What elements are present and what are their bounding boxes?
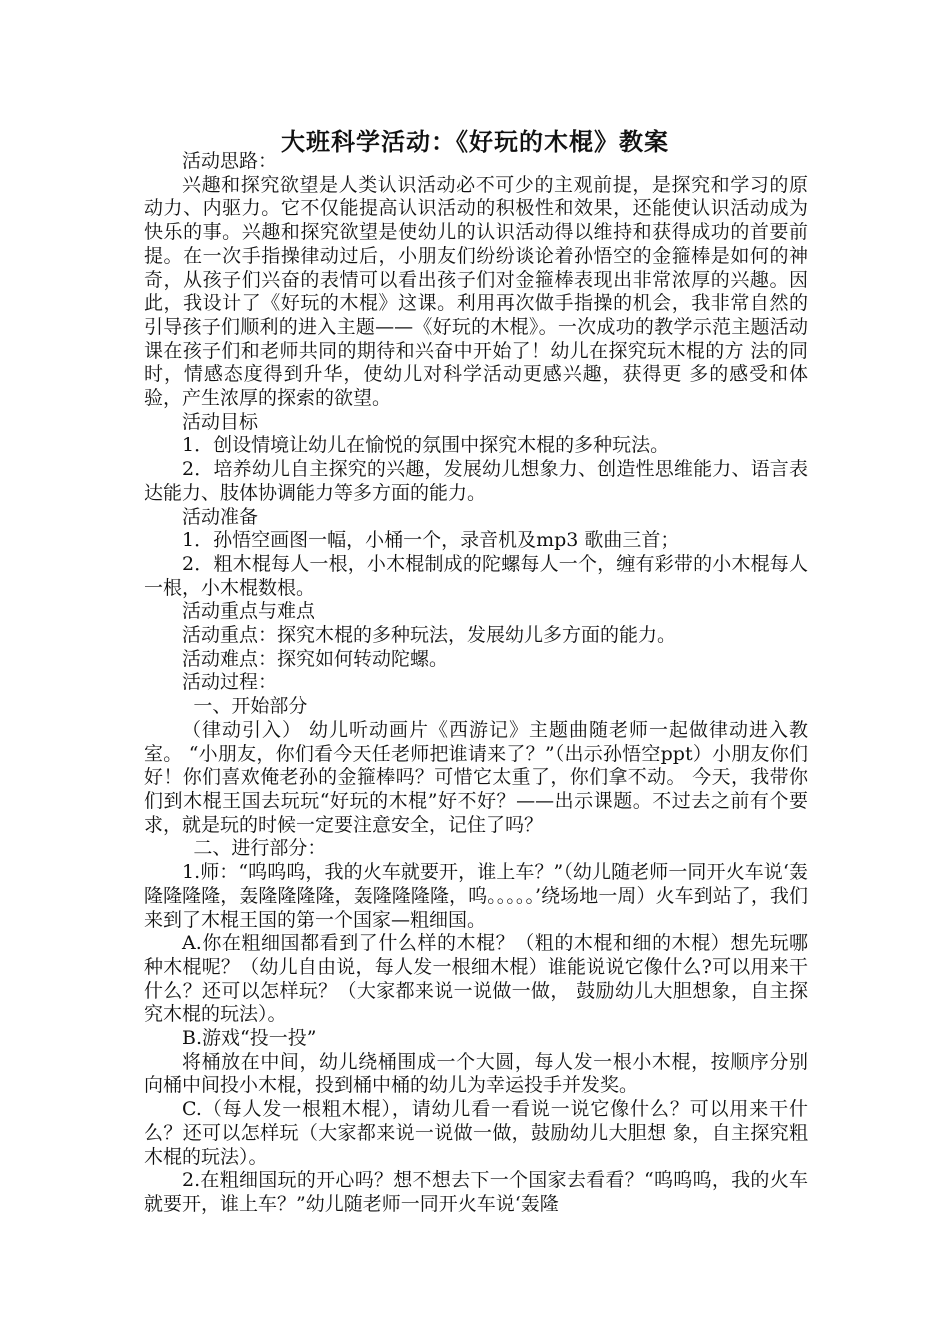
- paragraph: 活动重点：探究木棍的多种玩法，发展幼儿多方面的能力。: [182, 624, 677, 647]
- paragraph: 活动思路：: [182, 150, 278, 172]
- paragraph: 1．孙悟空画图一幅，小桶一个，录音机及mp3 歌曲三首；: [182, 529, 680, 552]
- paragraph: 2．粗木棍每人一根，小木棍制成的陀螺每人一个，缠有彩带的小木棍每人一根，小木棍数根。: [144, 552, 808, 599]
- paragraph: 2.在粗细国玩的开心吗？想不想去下一个国家去看看？“呜呜呜，我的火车就要开，谁上车？”幼儿随老师一同开火车说‘轰隆: [144, 1169, 808, 1215]
- paragraph: 一、开始部分: [193, 695, 308, 718]
- paragraph: 活动难点：探究如何转动陀螺。: [182, 647, 449, 670]
- paragraph: A.你在粗细国都看到了什么样的木棍？（粗的木棍和细的木棍）想先玩哪种木棍呢？（幼儿自由说，每人发一根细木棍）谁能说说它像什么?可以用来干什么？还可以怎样玩？（大家都来说一说做一做， 鼓励幼儿大胆想象，自主探究木棍的玩法）。: [144, 932, 808, 1026]
- paragraph: 活动目标: [182, 410, 259, 433]
- paragraph: 2．培养幼儿自主探究的兴趣，发展幼儿想象力、创造性思维能力、语言表达能力、肢体协调能力等多方面的能力。: [144, 458, 808, 504]
- paragraph: 1．创设情境让幼儿在愉悦的氛围中探究木棍的多种玩法。: [182, 434, 670, 457]
- document-title: 大班科学活动：《好玩的木棍》教案: [281, 127, 669, 156]
- paragraph: （律动引入） 幼儿听动画片《西游记》主题曲随老师一起做律动进入教室。 “小朋友，你们看今天任老师把谁请来了？”（出示孙悟空ppt）小朋友你们好！你们喜欢俺老孙的金箍棒吗？可惜它太重了，你们拿不动。 今天，我带你们到木棍王国去玩玩“好玩的木棍”好不好？——出示课题。不过去之前有个要求，就是玩的时候一定要注意安全，记住了吗？: [144, 718, 808, 836]
- paragraph: 二、进行部分：: [193, 837, 327, 860]
- paragraph: 活动重点与难点: [182, 600, 316, 623]
- paragraph: 1.师：“呜呜呜，我的火车就要开，谁上车？”（幼儿随老师一同开火车说‘轰隆隆隆隆，轰隆隆隆隆，轰隆隆隆隆，呜。。。。。’绕场地一周）火车到站了，我们来到了木棍王国的第一个国家—粗细国。: [144, 861, 808, 931]
- paragraph: 兴趣和探究欲望是人类认识活动必不可少的主观前提，是探究和学习的原动力、内驱力。它不仅能提高认识活动的积极性和效果，还能使认识活动成为快乐的事。兴趣和探究欲望是使幼儿的认识活动得以维持和获得成功的首要前提。在一次手指操律动过后，小朋友们纷纷谈论着孙悟空的金箍棒是如何的神奇，从孩子们兴奋的表情可以看出孩子们对金箍棒表现出非常浓厚的兴趣。因此，我设计了《好玩的木棍》这课。利用再次做手指操的机会，我非常自然的引导孩子们顺利的进入主题——《好玩的木棍》。一次成功的教学示范主题活动课在孩子们和老师共同的期待和兴奋中开始了！幼儿在探究玩木棍的方 法的同时，情感态度得到升华，使幼儿对科学活动更感兴趣，获得更 多的感受和体验，产生浓厚的探索的欲望。: [144, 173, 808, 410]
- paragraph: 将桶放在中间，幼儿绕桶围成一个大圆，每人发一根小木棍，按顺序分别向桶中间投小木棍，投到桶中桶的幼儿为幸运投手并发奖。: [144, 1050, 808, 1097]
- paragraph: C.（每人发一根粗木棍），请幼儿看一看说一说它像什么？可以用来干什么？还可以怎样玩（大家都来说一说做一做，鼓励幼儿大胆想 象，自主探究粗木棍的玩法）。: [144, 1098, 808, 1168]
- paragraph: B.游戏“投一投”: [182, 1027, 317, 1050]
- paragraph: 活动过程：: [182, 671, 278, 694]
- paragraph: 活动准备: [182, 505, 259, 528]
- document-body: [144, 150, 808, 1217]
